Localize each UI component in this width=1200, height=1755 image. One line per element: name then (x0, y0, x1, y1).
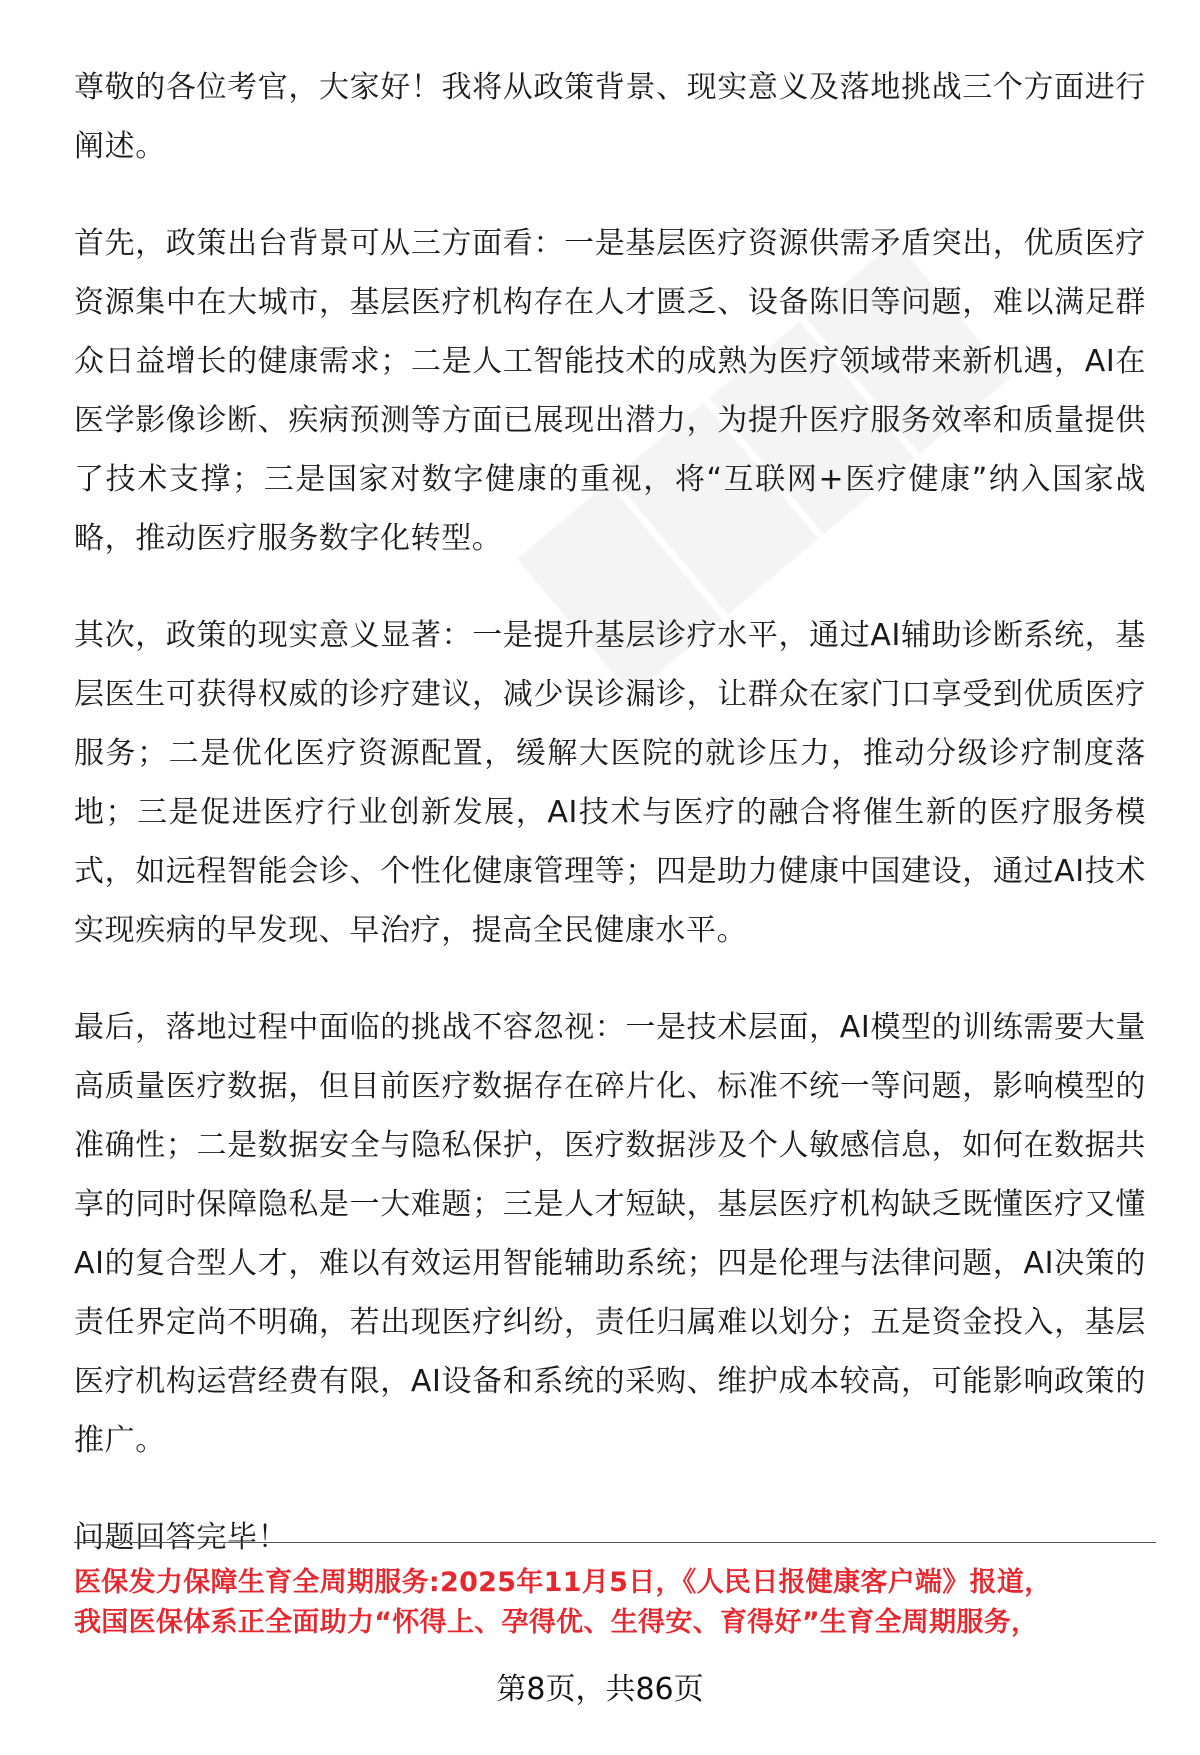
body-content (74, 58, 1146, 1605)
news-note-line-1: 医保发力保障生育全周期服务:2025年11月5日，《人民日报健康客户端》报道， (74, 1567, 1052, 1598)
divider (74, 1542, 1156, 1543)
paragraph-challenges: 最后，落地过程中面临的挑战不容忽视：一是技术层面，AI模型的训练需要大量高质量医疗数据，但目前医疗数据存在碎片化、标准不统一等问题，影响模型的准确性；二是数据安全与隐私保护，医疗数据涉及个人敏感信息，如何在数据共享的同时保障隐私是一大难题；三是人才短缺，基层医疗机构缺乏既懂医疗又懂AI的复合型人才，难以有效运用智能辅助系统；四是伦理与法律问题，AI决策的责任界定尚不明确，若出现医疗纠纷，责任归属难以划分；五是资金投入，基层医疗机构运营经费有限，AI设备和系统的采购、维护成本较高，可能影响政策的推广。 (74, 1010, 1146, 1458)
paragraph-intro: 尊敬的各位考官，大家好！我将从政策背景、现实意义及落地挑战三个方面进行阐述。 (74, 70, 1146, 164)
news-note (74, 1563, 1154, 1643)
paragraph-closing: 问题回答完毕！ (74, 1520, 289, 1555)
news-note-line-2: 我国医保体系正全面助力“怀得上、孕得优、生得安、育得好”生育全周期服务， (74, 1607, 1039, 1638)
page-number: 第8页，共86页 (496, 1672, 704, 1707)
paragraph-background: 首先，政策出台背景可从三方面看：一是基层医疗资源供需矛盾突出，优质医疗资源集中在大城市，基层医疗机构存在人才匮乏、设备陈旧等问题，难以满足群众日益增长的健康需求；二是人工智能技术的成熟为医疗领域带来新机遇，AI在医学影像诊断、疾病预测等方面已展现出潜力，为提升医疗服务效率和质量提供了技术支撑；三是国家对数字健康的重视，将“互联网+医疗健康”纳入国家战略，推动医疗服务数字化转型。 (74, 226, 1146, 556)
paragraph-significance: 其次，政策的现实意义显著：一是提升基层诊疗水平，通过AI辅助诊断系统，基层医生可获得权威的诊疗建议，减少误诊漏诊，让群众在家门口享受到优质医疗服务；二是优化医疗资源配置，缓解大医院的就诊压力，推动分级诊疗制度落地；三是促进医疗行业创新发展，AI技术与医疗的融合将催生新的医疗服务模式，如远程智能会诊、个性化健康管理等；四是助力健康中国建设，通过AI技术实现疾病的早发现、早治疗，提高全民健康水平。 (74, 618, 1146, 948)
